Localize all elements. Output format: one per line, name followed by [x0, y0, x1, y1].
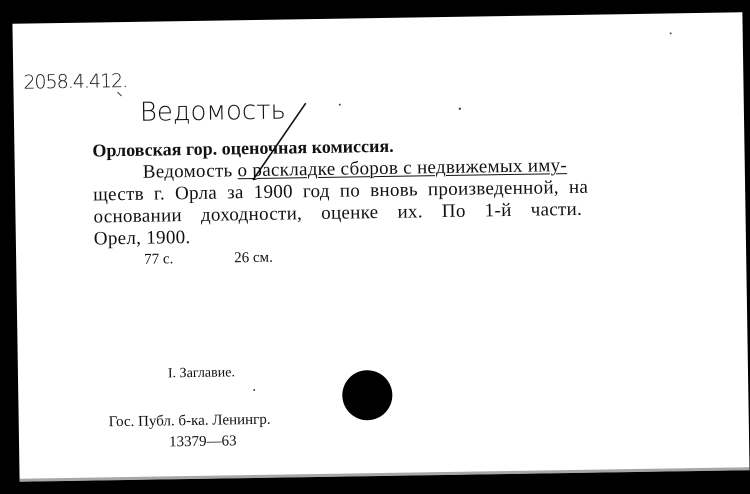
description-line-3: основании доходности, оценке их. По 1-й части.: [93, 198, 583, 228]
description-line-1-underlined: о раскладке сборов с недвижемых иму-: [237, 155, 568, 182]
description-line-1-start: Ведомость: [142, 160, 238, 183]
catalog-card: [12, 12, 749, 481]
library-name: Гос. Публ. б-ка. Ленингр.: [108, 411, 271, 431]
handwritten-title: Ведомость: [139, 95, 287, 128]
description-line-4: Орел, 1900.: [93, 226, 191, 250]
order-number: 13379—63: [168, 433, 237, 451]
tracing-note: I. Заглавие.: [167, 365, 236, 382]
card-size: 26 см.: [234, 249, 273, 267]
punch-hole: [342, 370, 393, 421]
card-heading: Орловская гор. оценочная комиссия.: [92, 135, 394, 161]
page-count: 77 с.: [144, 251, 174, 268]
card-bottom-edge: [20, 467, 750, 481]
call-number: 2058.4.412.: [23, 69, 128, 94]
description-line-2: ществ г. Орла за 1900 год по вновь произведенной, на: [92, 176, 589, 206]
